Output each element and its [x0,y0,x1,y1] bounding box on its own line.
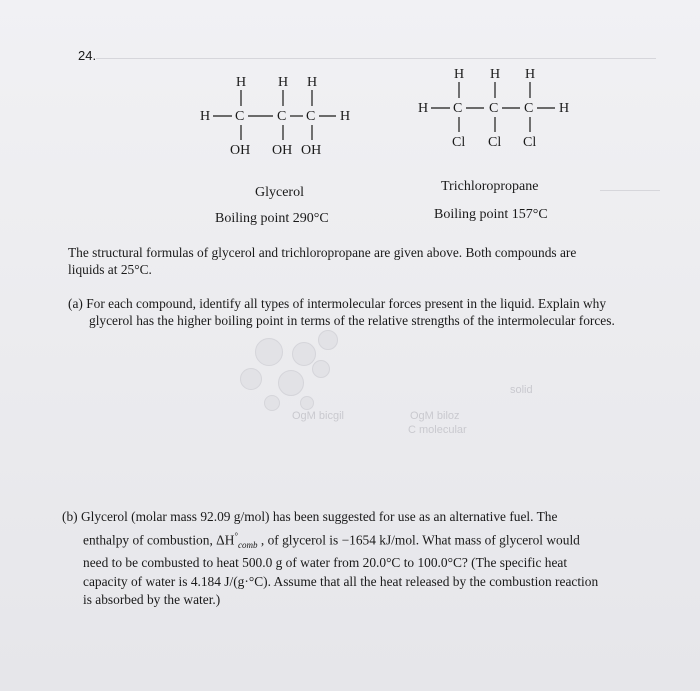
atom-c: C [235,109,245,124]
trichloropropane-boiling-point: Boiling point 157°C [434,207,548,222]
atom-h: H [340,109,351,124]
atom-h: H [307,75,318,90]
bleed-through-text: solid [510,384,533,396]
atom-cl: Cl [488,135,502,150]
atom-cl: Cl [523,135,537,150]
mid-rule [600,190,660,191]
atom-h: H [559,101,570,116]
combustion-subscript: comb [238,539,258,550]
atom-c: C [453,101,463,116]
atom-h: H [200,109,211,124]
intro-line: liquids at 25°C. [68,262,152,277]
part-b-line: (b) Glycerol (molar mass 92.09 g/mol) has been suggested for use as an alternative fuel. The [62,509,558,524]
part-b-line: need to be combusted to heat 500.0 g of water from 20.0°C to 100.0°C? (The specific heat [83,555,568,571]
group-oh: OH [230,143,251,158]
bleed-through-text: C molecular [408,424,467,436]
atom-h: H [236,75,247,90]
atom-h: H [490,67,501,82]
bleed-through-text: OgM biloz [410,410,460,422]
atom-h: H [278,75,289,90]
standard-state-symbol: ° [234,530,239,541]
part-a-line: (a) For each compound, identify all types of intermolecular forces present in the liquid. Explain why [68,296,607,311]
enthalpy-value-text: , of glycerol is −1654 kJ/mol. What mass of glycerol would [257,531,580,547]
atom-h: H [525,67,536,82]
part-a-question [68,295,696,329]
part-b-line: capacity of water is 4.184 J/(g·°C). Assume that all the heat released by the combustion reaction [83,573,599,589]
group-oh: OH [272,143,293,158]
trichloropropane-structure [418,62,588,152]
glycerol-name: Glycerol [255,185,304,200]
atom-h: H [418,101,429,116]
top-rule [96,58,656,59]
atom-c: C [277,109,287,124]
glycerol-structure [200,70,360,160]
part-b-question [62,508,698,610]
part-b-line: is absorbed by the water.) [83,592,221,608]
atom-cl: Cl [452,135,466,150]
atom-c: C [524,101,534,116]
atom-c: C [306,109,316,124]
trichloropropane-name: Trichloropropane [441,179,539,194]
part-b-line [62,527,698,555]
intro-line: The structural formulas of glycerol and trichloropropane are given above. Both compounds are [68,245,577,260]
atom-h: H [454,67,465,82]
intro-paragraph [68,244,688,278]
part-a-line: glycerol has the higher boiling point in terms of the relative strengths of the intermolecular forces. [89,313,615,328]
group-oh: OH [301,143,322,158]
question-number: 24. [78,48,97,63]
glycerol-boiling-point: Boiling point 290°C [215,211,329,226]
bleed-through-text: OgM bicgil [292,410,344,422]
enthalpy-label: enthalpy of combustion, ΔH [83,531,235,547]
atom-c: C [489,101,499,116]
